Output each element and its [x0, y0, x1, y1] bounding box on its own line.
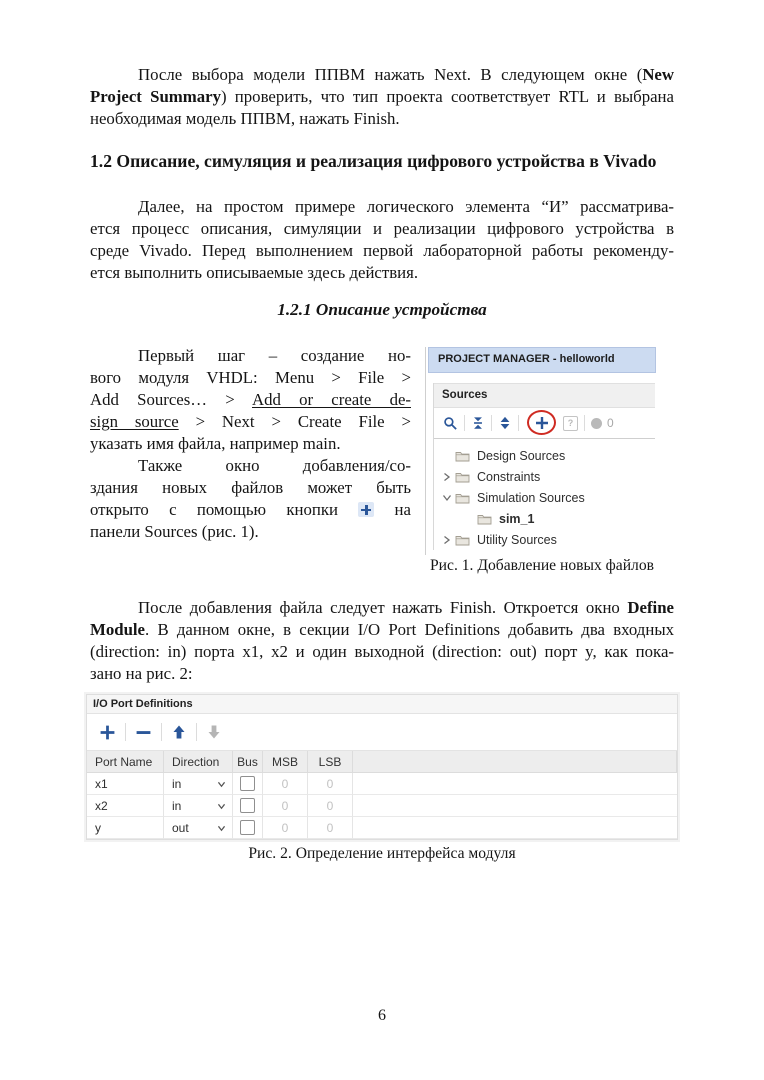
port-name-cell[interactable]: x2 [87, 795, 164, 817]
text-line: Также окно добавления/со- [138, 456, 411, 475]
text-line: Project Summary) проверить, что тип проекта соответствует RTL и выбрана [90, 87, 674, 106]
bus-checkbox[interactable] [240, 798, 255, 813]
io-port-table [87, 751, 677, 839]
tree-item-utility-sources[interactable] [434, 529, 655, 550]
folder-icon [455, 534, 471, 546]
add-sources-button[interactable] [527, 410, 557, 436]
tree-item-label: Design Sources [477, 448, 566, 463]
folder-icon [455, 471, 471, 483]
text-line: указать имя файла, например main. [90, 434, 341, 453]
search-icon[interactable] [443, 416, 458, 431]
paragraph-define-module [90, 597, 674, 685]
msb-cell: 0 [263, 773, 308, 795]
direction-dropdown[interactable] [164, 817, 233, 839]
chevron-down-icon [217, 821, 226, 835]
bus-cell [233, 817, 263, 839]
text-line: (direction: in) порта x1, x2 и один выходной (direction: out) порт y, как пока- [90, 642, 674, 661]
folder-icon [455, 492, 471, 504]
figure2-caption: Рис. 2. Определение интерфейса модуля [248, 845, 516, 862]
chevron-down-icon [217, 799, 226, 813]
text-line: Далее, на простом примере логического элемента “И” рассматрива- [138, 197, 674, 216]
text-line: панели Sources (рис. 1). [90, 522, 259, 541]
column-header: Port Name [87, 751, 164, 773]
tree-item-label: Simulation Sources [477, 490, 585, 505]
lsb-cell: 0 [308, 773, 353, 795]
sources-toolbar [434, 408, 655, 439]
subsection-heading: 1.2.1 Описание устройства [277, 300, 487, 319]
text-line: Первый шаг – создание но- [138, 346, 411, 365]
paragraph-left-column [90, 345, 411, 543]
toolbar-separator [491, 415, 492, 431]
figure1-caption: Рис. 1. Добавление новых файлов [430, 557, 654, 574]
move-down-button[interactable] [206, 724, 222, 740]
direction-dropdown[interactable] [164, 773, 233, 795]
move-up-button[interactable] [171, 724, 187, 740]
lsb-cell: 0 [308, 817, 353, 839]
tree-item-sim-1[interactable] [434, 508, 655, 529]
toolbar-separator [464, 415, 465, 431]
text-line: Module. В данном окне, в секции I/O Port Definitions добавить два входных [90, 620, 674, 639]
lsb-cell: 0 [308, 795, 353, 817]
toolbar-separator [125, 723, 126, 741]
table-row [87, 795, 677, 817]
text-line: среде Vivado. Перед выполнением первой лабораторной работы рекоменду- [90, 241, 674, 260]
text-line: ется процесс описания, симуляции и реализации цифрового устройства в [90, 219, 674, 238]
folder-icon [455, 450, 471, 462]
table-row [87, 773, 677, 795]
section-heading: 1.2 Описание, симуляция и реализация цифрового устройства в Vivado [90, 151, 657, 171]
column-header: MSB [263, 751, 308, 773]
tree-item-label: Constraints [477, 469, 541, 484]
io-port-definitions-title: I/O Port Definitions [87, 695, 677, 714]
chevron-right-icon[interactable] [442, 535, 455, 545]
tree-item-label: Utility Sources [477, 532, 557, 547]
red-highlight-circle [527, 410, 556, 435]
row-filler [353, 817, 677, 839]
add-port-button[interactable] [99, 724, 116, 741]
collapse-all-icon[interactable] [471, 416, 485, 430]
project-manager-titlebar: PROJECT MANAGER - helloworld [428, 347, 656, 373]
bus-cell [233, 773, 263, 795]
folder-icon [477, 513, 493, 525]
status-dot-icon [591, 418, 602, 429]
bus-checkbox[interactable] [240, 776, 255, 791]
toolbar-separator [196, 723, 197, 741]
io-port-toolbar [87, 714, 677, 751]
tree-item-simulation-sources[interactable] [434, 487, 655, 508]
column-header: Bus [233, 751, 263, 773]
text-line: После выбора модели ППВМ нажать Next. В следующем окне (New [138, 65, 674, 84]
text-line: Add Sources… > Add or create de- [90, 390, 411, 409]
expand-all-icon[interactable] [498, 416, 512, 430]
column-header: LSB [308, 751, 353, 773]
direction-dropdown[interactable] [164, 795, 233, 817]
port-name-cell[interactable]: x1 [87, 773, 164, 795]
tree-item-label: sim_1 [499, 511, 535, 526]
add-icon-inline [358, 502, 374, 517]
toolbar-separator [161, 723, 162, 741]
page-number: 6 [378, 1007, 386, 1024]
bus-checkbox[interactable] [240, 820, 255, 835]
table-row [87, 817, 677, 839]
direction-value: in [172, 798, 182, 813]
sources-tree [434, 439, 655, 550]
chevron-down-icon [217, 777, 226, 791]
text-line: вого модуля VHDL: Menu > File > [90, 368, 411, 387]
text-line: здания новых файлов может быть [90, 478, 411, 497]
row-filler [353, 773, 677, 795]
row-filler [353, 795, 677, 817]
paragraph-intro [90, 64, 674, 130]
chevron-down-icon[interactable] [442, 493, 455, 502]
direction-value: out [172, 820, 189, 835]
toolbar-separator [584, 415, 585, 431]
port-name-cell[interactable]: y [87, 817, 164, 839]
figure-io-port-definitions [86, 694, 678, 840]
sources-panel [433, 383, 655, 550]
remove-port-button[interactable] [135, 724, 152, 741]
paragraph-overview [90, 196, 674, 284]
column-header: Direction [164, 751, 233, 773]
msb-cell: 0 [263, 795, 308, 817]
direction-value: in [172, 776, 182, 791]
tree-item-constraints[interactable] [434, 466, 655, 487]
text-line: sign source > Next > Create File > [90, 412, 411, 431]
bus-cell [233, 795, 263, 817]
text-line: открыто с помощью кнопки на [90, 500, 411, 519]
text-line: После добавления файла следует нажать Finish. Откроется окно Define [138, 598, 674, 617]
msb-cell: 0 [263, 817, 308, 839]
column-header-filler [353, 751, 677, 773]
tree-item-design-sources[interactable] [434, 445, 655, 466]
chevron-right-icon[interactable] [442, 472, 455, 482]
sources-panel-title: Sources [434, 383, 655, 408]
figure-vivado-sources [425, 347, 656, 555]
text-line: зано на рис. 2: [90, 664, 193, 683]
table-header-row [87, 751, 677, 773]
help-icon[interactable]: ? [563, 416, 578, 431]
text-line: ется выполнить описываемые здесь действия. [90, 263, 419, 282]
text-line: необходимая модель ППВМ, нажать Finish. [90, 109, 400, 128]
toolbar-separator [518, 415, 519, 431]
badge-count: 0 [607, 416, 614, 430]
